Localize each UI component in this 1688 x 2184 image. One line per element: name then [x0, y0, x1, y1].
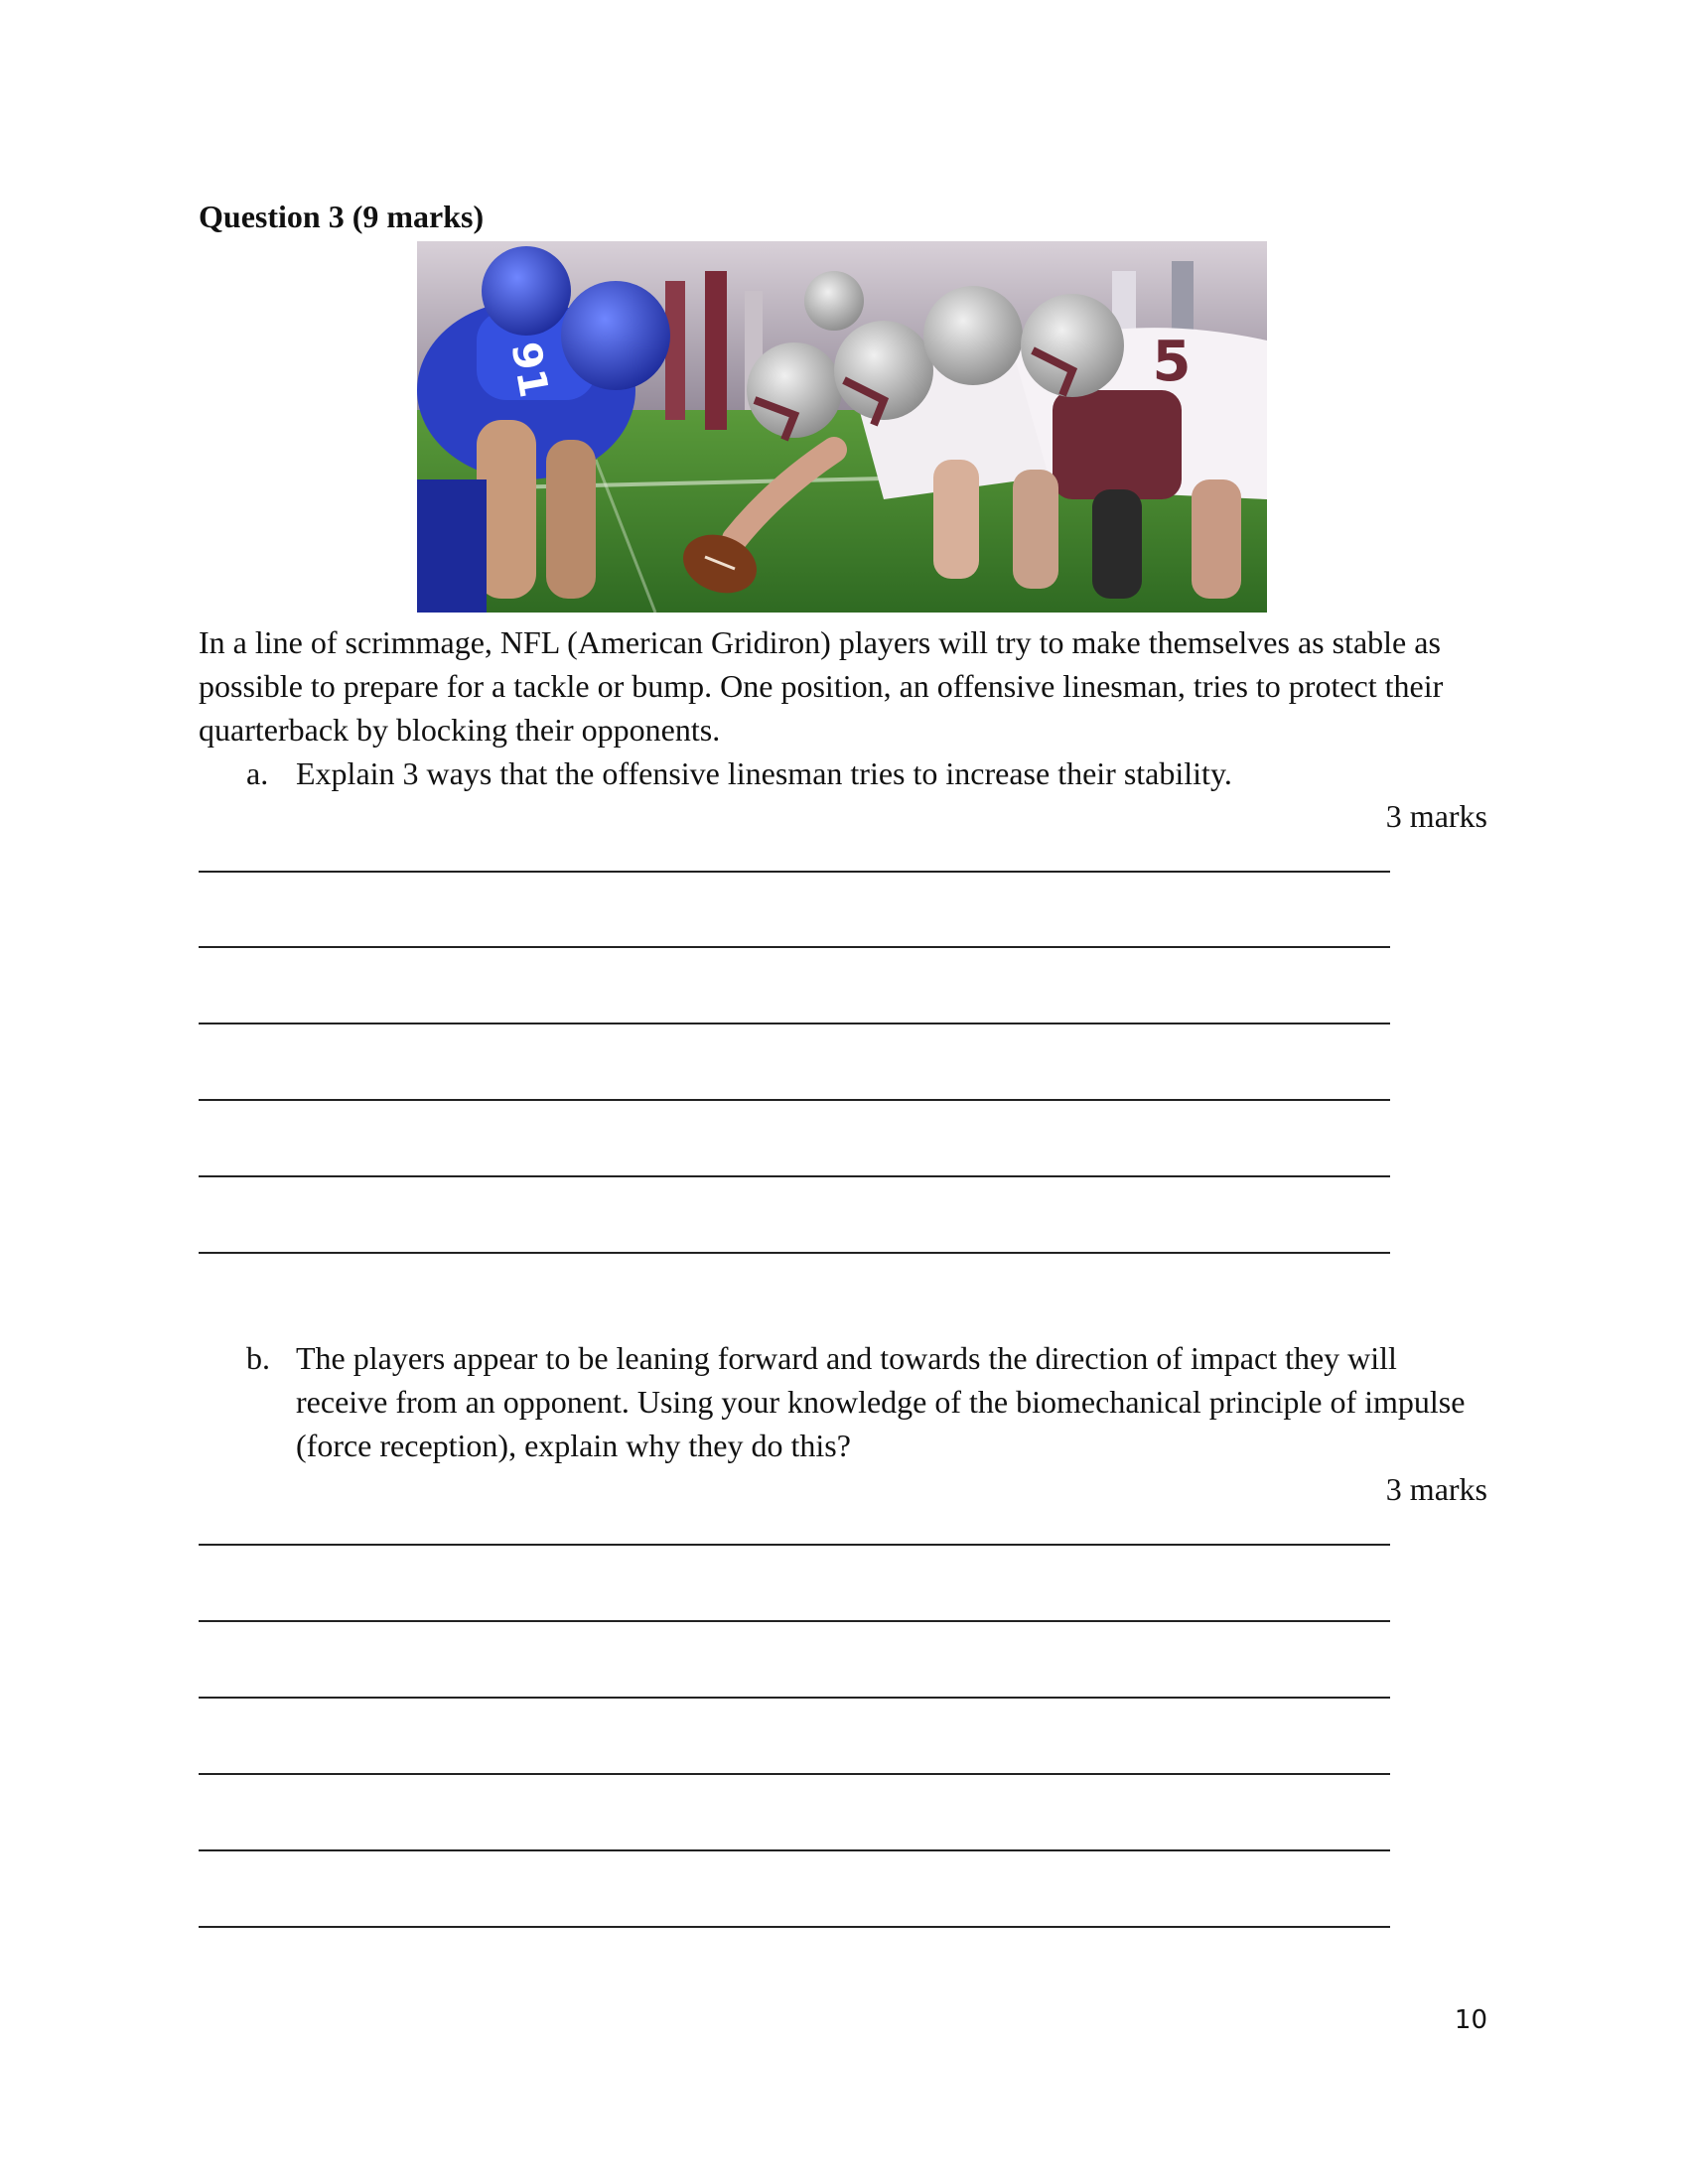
- part-b-text: The players appear to be leaning forward and towards the direction of impact they will receive from an opponent. Using your knowledge of the biomechanical principle of impulse (force reception), explain why they do this?: [296, 1340, 1466, 1463]
- football-line-of-scrimmage-photo: [417, 241, 1267, 613]
- answer-line-a-6[interactable]: [199, 1252, 1390, 1254]
- part-b-marks: 3 marks: [1385, 1471, 1487, 1507]
- photo-illustration: [417, 241, 1267, 613]
- answer-line-a-4[interactable]: [199, 1099, 1390, 1101]
- question-title: Question 3 (9 marks): [199, 199, 485, 234]
- answer-line-b-6[interactable]: [199, 1926, 1390, 1928]
- answer-line-a-2[interactable]: [199, 946, 1390, 948]
- answer-line-a-5[interactable]: [199, 1175, 1390, 1177]
- answer-line-b-5[interactable]: [199, 1849, 1390, 1851]
- answer-line-b-2[interactable]: [199, 1620, 1390, 1622]
- answer-line-b-3[interactable]: [199, 1697, 1390, 1699]
- question-intro: In a line of scrimmage, NFL (American Gridiron) players will try to make themselves as stable as possible to prepare for a tackle or bump. One position, an offensive linesman, tries to protect their quarterback by blocking their opponents.: [199, 624, 1444, 748]
- part-b-letter: b.: [246, 1340, 270, 1376]
- part-a-text: Explain 3 ways that the offensive linesman tries to increase their stability.: [296, 755, 1232, 791]
- answer-line-b-1[interactable]: [199, 1544, 1390, 1546]
- answer-line-b-4[interactable]: [199, 1773, 1390, 1775]
- part-a-letter: a.: [246, 755, 269, 791]
- part-a-marks: 3 marks: [1385, 798, 1487, 834]
- page-number: 10: [1454, 2005, 1487, 2035]
- answer-line-a-3[interactable]: [199, 1023, 1390, 1024]
- white-jersey-number: 5: [1152, 330, 1192, 394]
- blue-jersey-number: 91: [501, 339, 557, 401]
- answer-line-a-1[interactable]: [199, 871, 1390, 873]
